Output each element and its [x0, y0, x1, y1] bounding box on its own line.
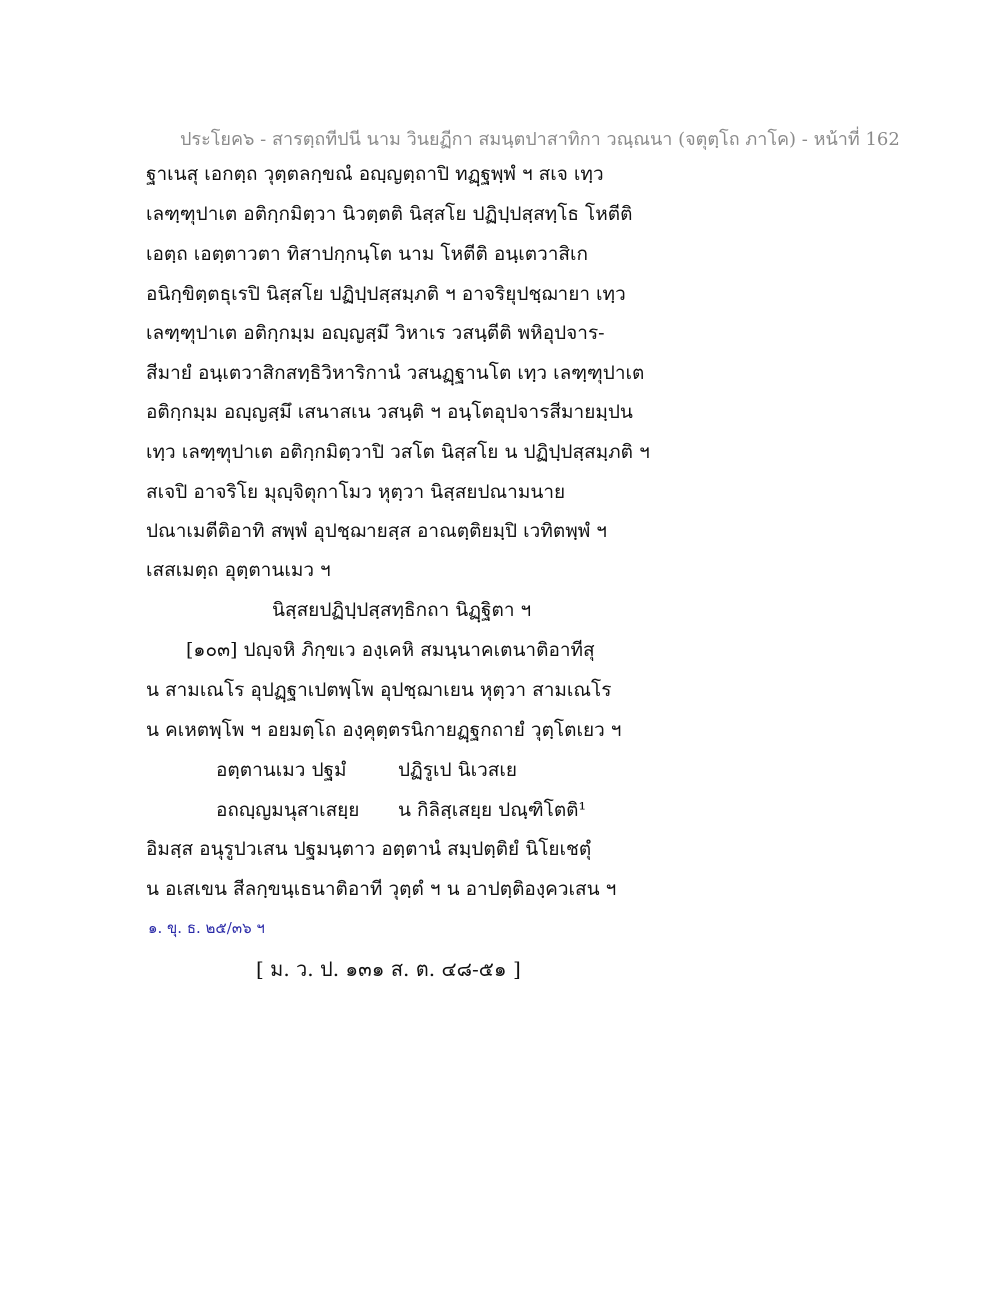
page-reference: [ ม. ว. ป. ๑๓๑ ส. ต. ๔๘-๕๑ ]: [256, 957, 521, 981]
body-line-6: สีมายํ อนฺเตวาสิกสทฺธิวิหาริกานํ วสนฏฺฐานโต เทฺว เลฑฺฑุปาเต: [146, 362, 645, 384]
body-line-3: เอตฺถ เอตฺตาวตา ทิสาปกฺกนฺโต นาม โหตีติ อนฺเตวาสิเก: [146, 243, 589, 265]
verse-line-2a: อถญฺญมนุสาเสยฺย: [216, 799, 360, 821]
section-end-title: นิสฺสยปฏิปฺปสฺสทฺธิกถา นิฏฺฐิตา ฯ: [272, 599, 532, 621]
verse-line-1a: อตฺตานเมว ปฐมํ: [216, 759, 347, 781]
body-line-4: อนิกฺขิตฺตธุเรปิ นิสฺสโย ปฏิปฺปสฺสมฺภติ ฯ อาจริยุปชฺฌายา เทฺว: [146, 283, 626, 305]
body-line-7: อติกฺกมฺม อญฺญสฺมึ เสนาสเน วสนฺติ ฯ อนฺโตอุปจารสีมายมฺปน: [146, 401, 633, 423]
body-line-5: เลฑฺฑุปาเต อติกฺกมฺม อญฺญสฺมึ วิหาเร วสนฺตีติ พหิอุปจาร-: [146, 322, 605, 344]
body-line-11: เสสเมตฺถ อุตฺตานเมว ฯ: [146, 559, 331, 581]
body-line-9: สเจปิ อาจริโย มุญฺจิตุกาโมว หุตฺวา นิสฺสยปณามนาย: [146, 481, 566, 503]
paragraph-103-line-1: [๑๐๓] ปญฺจหิ ภิกฺขเว องฺเคหิ สมนฺนาคเตนาติอาทีสุ: [186, 639, 595, 661]
body-line-2: เลฑฺฑุปาเต อติกฺกมิตฺวา นิวตฺตติ นิสฺสโย ปฏิปฺปสฺสทฺโธ โหตีติ: [146, 203, 633, 225]
body-line-8: เทฺว เลฑฺฑุปาเต อติกฺกมิตฺวาปิ วสโต นิสฺสโย น ปฏิปฺปสฺสมฺภติ ฯ: [146, 441, 650, 463]
body-line-14: น คเหตพฺโพ ฯ อยมตฺโถ องฺคุตฺตรนิกายฏฺฐกถายํ วุตฺโตเยว ฯ: [146, 719, 622, 741]
body-line-13: น สามเณโร อุปฏฺฐาเปตพฺโพ อุปชฺฌาเยน หุตฺวา สามเณโร: [146, 679, 612, 701]
body-line-16: น อเสเขน สีลกฺขนฺเธนาติอาที วุตฺตํ ฯ น อาปตฺติองฺควเสน ฯ: [146, 878, 617, 900]
body-line-1: ฐาเนสุ เอกตฺถ วุตฺตลกฺขณํ อญฺญตฺถาปิ ทฏฺฐพฺพํ ฯ สเจ เทฺว: [146, 163, 604, 185]
verse-line-2b: น กิลิสฺเสยฺย ปณฺฑิโตติ¹: [398, 799, 587, 821]
verse-line-1b: ปฏิรูเป นิเวสเย: [398, 759, 517, 781]
page-header: ประโยค๖ - สารตฺถทีปนี นาม วินยฏีกา สมนฺตปาสาทิกา วณฺณนา (จตุตฺโถ ภาโค) - หน้าที่ 162: [180, 129, 900, 150]
footnote: ๑. ขุ. ธ. ๒๕/๓๖ ฯ: [148, 919, 265, 937]
body-line-15: อิมสฺส อนุรูปวเสน ปฐมนฺตาว อตฺตานํ สมฺปตฺติยํ นิโยเชตุํ: [146, 838, 592, 860]
body-line-10: ปณาเมตีติอาทิ สพฺพํ อุปชฺฌายสฺส อาณตฺติยมฺปิ เวทิตพฺพํ ฯ: [146, 520, 607, 542]
